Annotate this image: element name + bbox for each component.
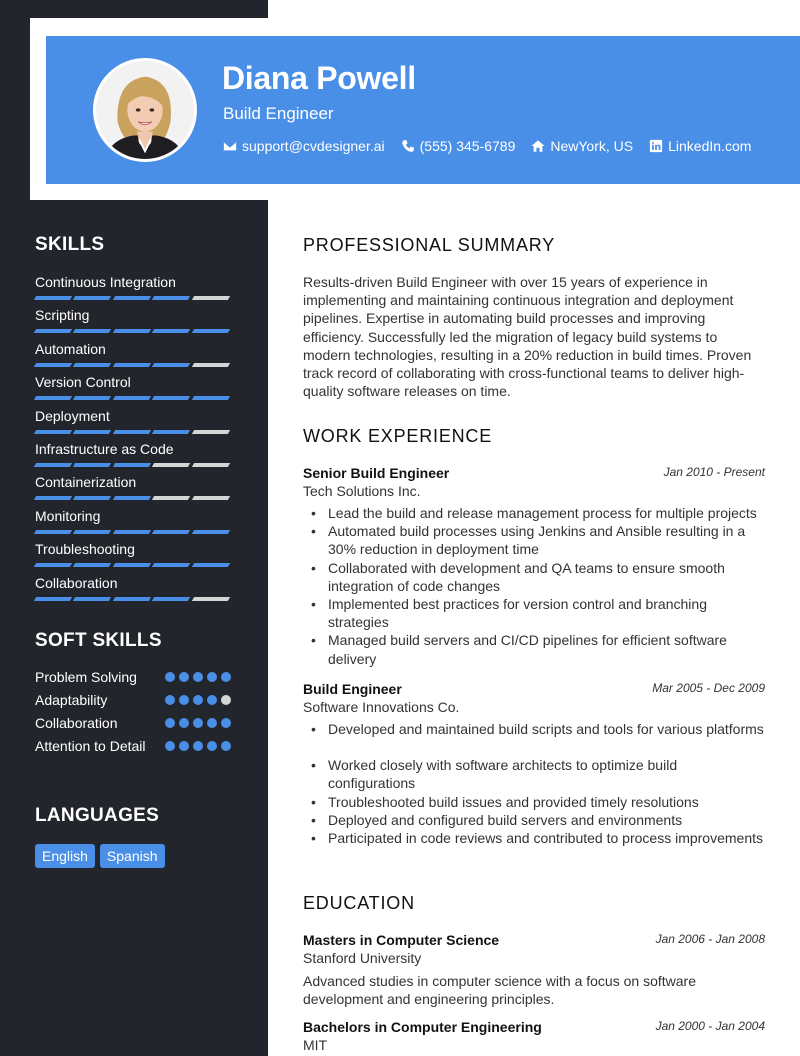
- envelope-icon: [223, 139, 237, 153]
- skill-level-segment: [73, 430, 112, 434]
- skill-level-segment: [34, 363, 73, 367]
- soft-skill-rating: [165, 741, 231, 751]
- skill-level-segment: [191, 597, 230, 601]
- skill-level-segment: [152, 563, 191, 567]
- education-entry: [303, 932, 768, 1008]
- skill-level-bar: [35, 296, 235, 300]
- languages-heading: LANGUAGES: [35, 805, 160, 826]
- skill-item: [35, 339, 235, 372]
- candidate-name: Diana Powell: [222, 60, 416, 96]
- bullet-item: • Collaborated with development and QA teams to ensure smooth integration of code changes: [303, 559, 768, 595]
- education-degree: Bachelors in Computer Engineering: [303, 1019, 542, 1035]
- rating-dot: [193, 718, 203, 728]
- skill-level-segment: [113, 463, 152, 467]
- location-text: NewYork, US: [550, 138, 634, 154]
- skill-level-segment: [34, 396, 73, 400]
- contact-linkedin[interactable]: [649, 138, 751, 154]
- skill-item: [35, 406, 235, 439]
- skill-level-segment: [34, 563, 73, 567]
- job-entry: [303, 681, 768, 847]
- skill-item: [35, 472, 235, 505]
- soft-skill-name: Adaptability: [35, 692, 108, 708]
- skill-level-segment: [191, 496, 230, 500]
- skill-level-segment: [113, 430, 152, 434]
- job-entry-title: Senior Build Engineer: [303, 465, 450, 481]
- education-school: Stanford University: [303, 950, 422, 966]
- skill-name: Collaboration: [35, 574, 118, 591]
- linkedin-icon: [649, 139, 663, 153]
- soft-skill-name: Attention to Detail: [35, 738, 146, 754]
- job-entry-bullets: [303, 720, 768, 847]
- skill-level-segment: [73, 597, 112, 601]
- job-title: Build Engineer: [223, 104, 334, 123]
- skill-level-segment: [113, 597, 152, 601]
- skill-level-segment: [191, 530, 230, 534]
- soft-skill-item: [35, 714, 235, 732]
- bullet-item: • Troubleshooted build issues and provided timely resolutions: [303, 793, 768, 811]
- skill-level-segment: [152, 430, 191, 434]
- skill-name: Deployment: [35, 407, 110, 424]
- soft-skill-rating: [165, 718, 231, 728]
- skill-name: Infrastructure as Code: [35, 440, 174, 457]
- soft-skill-name: Problem Solving: [35, 669, 137, 685]
- languages-list: [35, 844, 165, 868]
- skill-name: Scripting: [35, 307, 90, 324]
- skill-level-segment: [191, 430, 230, 434]
- skill-level-segment: [113, 396, 152, 400]
- education-heading: EDUCATION: [303, 893, 415, 913]
- education-school: MIT: [303, 1037, 328, 1053]
- bullet-item: • Automated build processes using Jenkins and Ansible resulting in a 30% reduction in deployment time: [303, 522, 768, 558]
- contact-email[interactable]: [223, 138, 385, 154]
- skill-name: Containerization: [35, 474, 137, 491]
- skill-level-bar: [35, 329, 235, 333]
- skill-item: [35, 372, 235, 405]
- contact-phone[interactable]: [401, 138, 516, 154]
- skill-level-segment: [191, 396, 230, 400]
- linkedin-text: LinkedIn.com: [668, 138, 752, 154]
- rating-dot: [165, 718, 175, 728]
- job-entry-title: Build Engineer: [303, 681, 402, 697]
- rating-dot: [179, 695, 189, 705]
- education-description: Advanced studies in computer science with a focus on software development and engineering principles.: [303, 973, 696, 1008]
- soft-skill-rating: [165, 672, 231, 682]
- skill-level-segment: [152, 463, 191, 467]
- skill-name: Version Control: [35, 374, 131, 391]
- skill-level-segment: [152, 296, 191, 300]
- soft-skill-rating: [165, 695, 231, 705]
- job-entry-date: Mar 2005 - Dec 2009: [652, 681, 765, 695]
- skill-name: Troubleshooting: [35, 541, 135, 558]
- skill-level-segment: [34, 530, 73, 534]
- skill-level-segment: [113, 363, 152, 367]
- skill-name: Automation: [35, 340, 106, 357]
- soft-skill-item: [35, 691, 235, 709]
- rating-dot: [179, 741, 189, 751]
- skill-level-segment: [191, 329, 230, 333]
- skill-level-segment: [73, 329, 112, 333]
- rating-dot: [207, 672, 217, 682]
- skill-level-bar: [35, 563, 235, 567]
- skill-level-segment: [191, 296, 230, 300]
- rating-dot: [221, 718, 231, 728]
- bullet-item: • Worked closely with software architects to optimize build configurations: [303, 756, 768, 792]
- rating-dot: [179, 672, 189, 682]
- summary-text: Results-driven Build Engineer with over 15 years of experience in implementing and maintaining continuous integration and deployment pipelines. Expertise in automating build processes and improving efficiency. Successfully led the migration of legacy build systems to modern technologies, resulting in a 20% reduction in build times. Proven track record of collaborating with cross-functional teams to deliver high-quality software releases on time.: [303, 274, 752, 400]
- education-entry: [303, 1019, 768, 1053]
- experience-heading: WORK EXPERIENCE: [303, 426, 493, 446]
- skill-level-segment: [152, 530, 191, 534]
- skill-level-segment: [73, 496, 112, 500]
- skill-item: [35, 573, 235, 606]
- rating-dot: [207, 718, 217, 728]
- rating-dot: [221, 695, 231, 705]
- skill-item: [35, 305, 235, 338]
- job-entry-company: Tech Solutions Inc.: [303, 483, 421, 499]
- bullet-item: • Managed build servers and CI/CD pipelines for efficient software delivery: [303, 631, 768, 667]
- skill-level-segment: [34, 430, 73, 434]
- skill-level-segment: [152, 363, 191, 367]
- phone-text: (555) 345-6789: [419, 138, 516, 154]
- rating-dot: [179, 718, 189, 728]
- skill-level-segment: [191, 363, 230, 367]
- rating-dot: [165, 695, 175, 705]
- skill-level-segment: [73, 530, 112, 534]
- skill-level-segment: [73, 296, 112, 300]
- rating-dot: [193, 741, 203, 751]
- rating-dot: [193, 695, 203, 705]
- skill-level-segment: [152, 597, 191, 601]
- skill-item: [35, 539, 235, 572]
- skill-level-bar: [35, 530, 235, 534]
- home-icon: [531, 139, 545, 153]
- skill-name: Continuous Integration: [35, 274, 176, 290]
- skill-level-segment: [73, 563, 112, 567]
- skill-level-bar: [35, 396, 235, 400]
- skill-level-bar: [35, 496, 235, 500]
- skill-level-bar: [35, 597, 235, 601]
- skill-level-bar: [35, 363, 235, 367]
- skill-level-segment: [191, 563, 230, 567]
- soft-skill-name: Collaboration: [35, 715, 118, 731]
- skill-level-segment: [152, 396, 191, 400]
- skills-heading: SKILLS: [35, 234, 105, 255]
- language-badge: English: [35, 844, 95, 868]
- job-entry-date: Jan 2010 - Present: [663, 465, 765, 479]
- skill-level-segment: [73, 363, 112, 367]
- skill-level-segment: [113, 563, 152, 567]
- job-entry-company: Software Innovations Co.: [303, 699, 460, 715]
- skill-item: [35, 272, 235, 305]
- job-entry: [303, 465, 768, 668]
- soft-skills-list: [35, 668, 235, 760]
- skill-level-segment: [191, 463, 230, 467]
- skill-level-bar: [35, 463, 235, 467]
- skill-level-segment: [34, 329, 73, 333]
- bullet-item: • Lead the build and release management process for multiple projects: [303, 504, 768, 522]
- skill-item: [35, 439, 235, 472]
- rating-dot: [221, 741, 231, 751]
- skill-level-segment: [113, 530, 152, 534]
- contact-location: [531, 138, 633, 154]
- rating-dot: [165, 741, 175, 751]
- bullet-item: • Implemented best practices for version control and branching strategies: [303, 595, 768, 631]
- skill-level-segment: [34, 463, 73, 467]
- skills-list: [35, 272, 235, 606]
- skill-item: [35, 506, 235, 539]
- soft-skill-item: [35, 737, 235, 755]
- soft-skills-heading: SOFT SKILLS: [35, 630, 162, 651]
- rating-dot: [165, 672, 175, 682]
- skill-level-segment: [113, 496, 152, 500]
- profile-photo: [96, 61, 194, 159]
- language-badge: Spanish: [100, 844, 165, 868]
- education-date: Jan 2006 - Jan 2008: [655, 932, 765, 946]
- skill-level-segment: [152, 329, 191, 333]
- bullet-item: • Developed and maintained build scripts and tools for various platforms: [303, 720, 768, 738]
- education-date: Jan 2000 - Jan 2004: [655, 1019, 765, 1033]
- email-text: support@cvdesigner.ai: [242, 138, 385, 154]
- skill-level-segment: [113, 296, 152, 300]
- rating-dot: [207, 695, 217, 705]
- rating-dot: [207, 741, 217, 751]
- rating-dot: [193, 672, 203, 682]
- rating-dot: [221, 672, 231, 682]
- skill-level-segment: [34, 496, 73, 500]
- contact-row: [223, 138, 751, 154]
- skill-name: Monitoring: [35, 507, 101, 524]
- phone-icon: [401, 139, 415, 153]
- avatar: [93, 58, 197, 162]
- soft-skill-item: [35, 668, 235, 686]
- skill-level-segment: [34, 296, 73, 300]
- education-degree: Masters in Computer Science: [303, 932, 500, 948]
- skill-level-segment: [73, 396, 112, 400]
- skill-level-segment: [113, 329, 152, 333]
- skill-level-segment: [34, 597, 73, 601]
- skill-level-segment: [73, 463, 112, 467]
- bullet-item: • Deployed and configured build servers and environments: [303, 811, 768, 829]
- skill-level-segment: [152, 496, 191, 500]
- job-entry-bullets: [303, 504, 768, 668]
- skill-level-bar: [35, 430, 235, 434]
- bullet-item: • Participated in code reviews and contributed to process improvements: [303, 829, 768, 847]
- summary-heading: PROFESSIONAL SUMMARY: [303, 235, 556, 255]
